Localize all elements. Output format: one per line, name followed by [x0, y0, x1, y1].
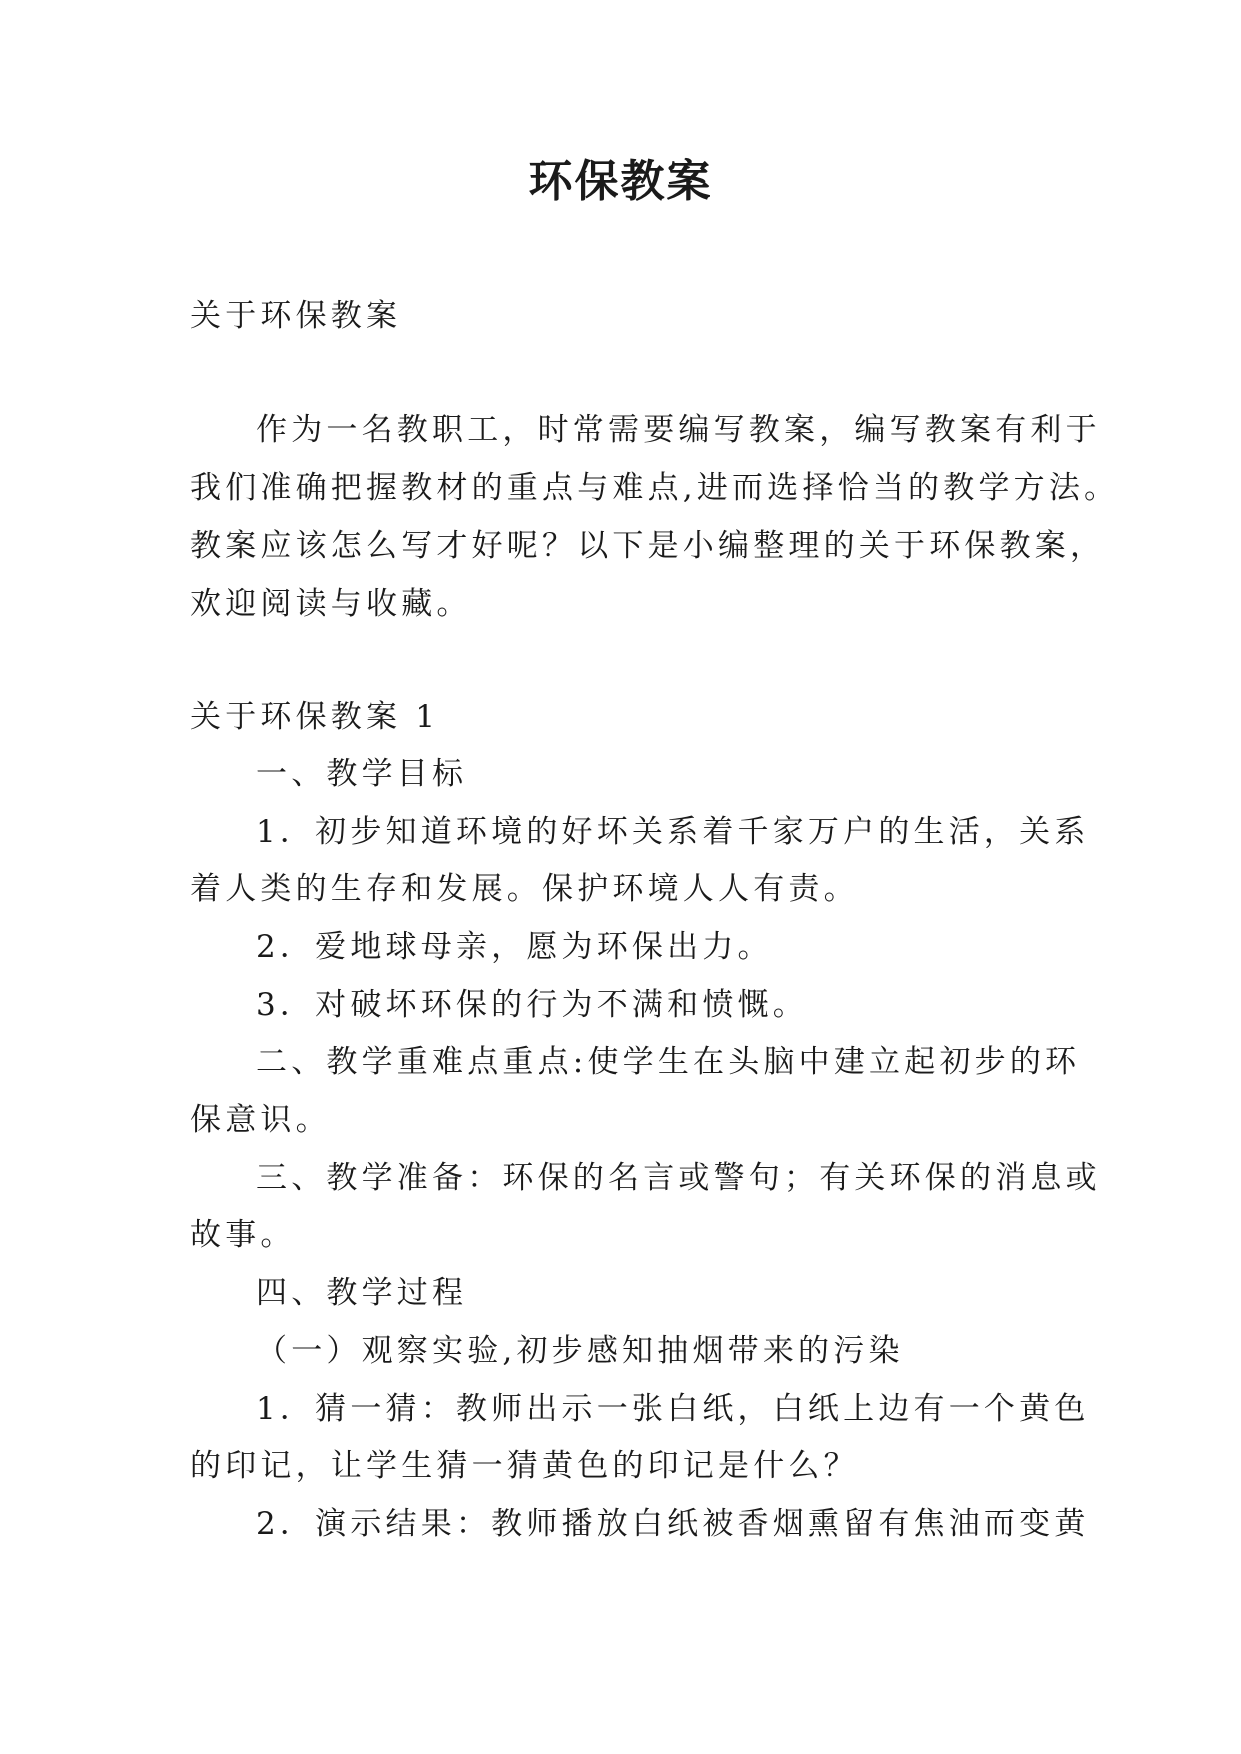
body-line: 三、教学准备：环保的名言或警句；有关环保的消息或: [256, 1160, 1101, 1196]
body-line: 的印记，让学生猜一猜黄色的印记是什么？: [190, 1448, 859, 1484]
intro-line: 教案应该怎么写才好呢？以下是小编整理的关于环保教案，: [190, 528, 1106, 564]
intro-line: 欢迎阅读与收藏。: [190, 586, 472, 622]
body-line: 一、教学目标: [256, 756, 468, 792]
body-line: 1．初步知道环境的好坏关系着千家万户的生活，关系: [256, 814, 1090, 850]
intro-line: 我们准确把握教材的重点与难点,进而选择恰当的教学方法。: [190, 470, 1120, 506]
body-line: 四、教学过程: [256, 1275, 468, 1311]
body-line: 3．对破坏环保的行为不满和愤慨。: [256, 987, 808, 1023]
body-line: 着人类的生存和发展。保护环境人人有责。: [190, 871, 859, 907]
body-line: 2．演示结果：教师播放白纸被香烟熏留有焦油而变黄: [256, 1506, 1090, 1542]
subtitle: 关于环保教案: [190, 298, 402, 334]
body-line: 保意识。: [190, 1102, 331, 1138]
document-title: 环保教案: [528, 156, 713, 207]
body-line: （一）观察实验,初步感知抽烟带来的污染: [256, 1333, 904, 1369]
body-line: 故事。: [190, 1217, 296, 1253]
section-heading: 关于环保教案 1: [190, 699, 440, 735]
body-line: 2．爱地球母亲，愿为环保出力。: [256, 929, 773, 965]
body-line: 1．猜一猜：教师出示一张白纸，白纸上边有一个黄色: [256, 1391, 1090, 1427]
body-line: 二、教学重难点重点:使学生在头脑中建立起初步的环: [256, 1044, 1081, 1080]
intro-line: 作为一名教职工，时常需要编写教案，编写教案有利于: [256, 412, 1101, 448]
